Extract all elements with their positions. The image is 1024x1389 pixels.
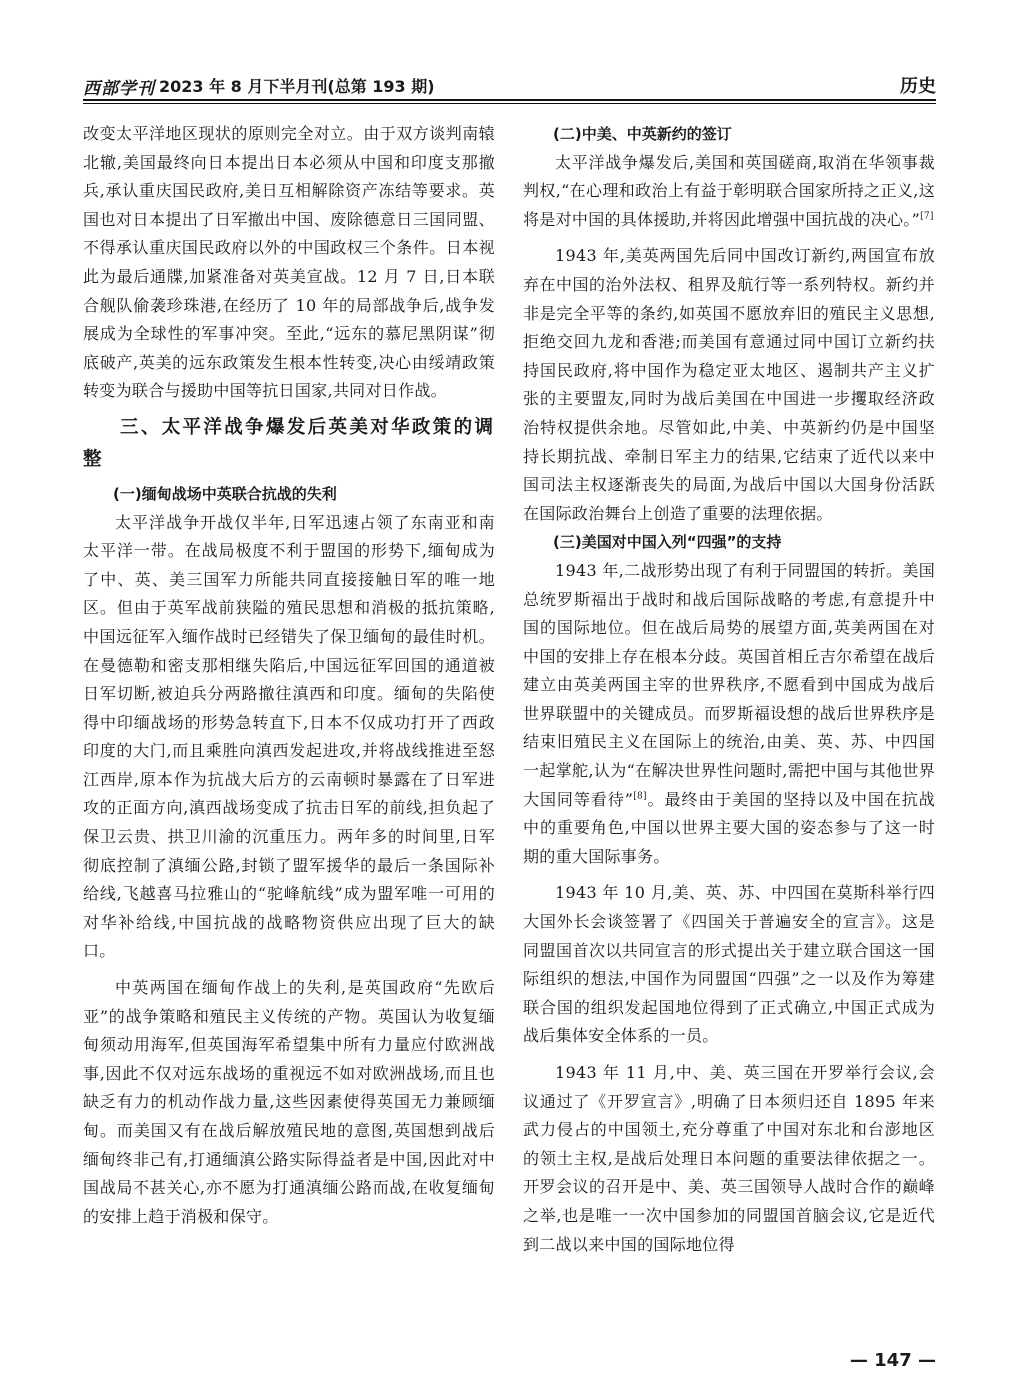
journal-logo: 西部学刊 xyxy=(83,79,155,99)
subsection-heading: (一)缅甸战场中英联合抗战的失利 xyxy=(113,484,337,503)
citation-ref: [8] xyxy=(633,791,647,802)
running-header xyxy=(83,70,936,100)
section-heading: 三、太平洋战争爆发后英美对华政策的调整 xyxy=(83,416,495,470)
right-column xyxy=(523,120,935,1259)
paragraph: 中英两国在缅甸作战上的失利,是英国政府“先欧后亚”的战争策略和殖民主义传统的产物。英国认为收复缅甸须动用海军,但英国海军希望集中所有力量应付欧洲战事,因此不仅对远东战场的重视远不如对欧洲战场,而且也缺乏有力的机动作战力量,这些因素使得英国无力兼顾缅甸。而美国又有在战后解放殖民地的意图,英国想到战后缅甸终非己有,打通缅滇公路实际得益者是中国,因此对中国战局不甚关心,亦不愿为打通滇缅公路而战,在收复缅甸的安排上趋于消极和保守。 xyxy=(83,978,495,1226)
paragraph: 太平洋战争开战仅半年,日军迅速占领了东南亚和南太平洋一带。在战局极度不利于盟国的形势下,缅甸成为了中、英、美三国军力所能共同直接接触日军的唯一地区。但由于英军战前狭隘的殖民思想和消极的抵抗策略,中国远征军入缅作战时已经错失了保卫缅甸的最佳时机。在曼德勒和密支那相继失陷后,中国远征军回国的通道被日军切断,被迫兵分两路撤往滇西和印度。缅甸的失陷使得中印缅战场的形势急转直下,日本不仅成功打开了西政印度的大门,而且乘胜向滇西发起进攻,并将战线推进至怒江西岸,原本作为抗战大后方的云南顿时暴露在了日军进攻的正面方向,滇西战场变成了抗击日军的前线,担负起了保卫云贵、拱卫川渝的沉重压力。两年多的时间里,日军彻底控制了滇缅公路,封锁了盟军援华的最后一条国际补给线,飞越喜马拉雅山的“驼峰航线”成为盟军唯一可用的对华补给线,中国抗战的战略物资供应出现了巨大的缺口。 xyxy=(83,512,495,961)
header-rule xyxy=(83,99,936,101)
paragraph xyxy=(523,149,935,235)
paragraph: 1943 年,美英两国先后同中国改订新约,两国宣布放弃在中国的治外法权、租界及航行等一系列特权。新约并非是完全平等的条约,如英国不愿放弃旧的殖民主义思想,拒绝交回九龙和香港;而美国有意通过同中国订立新约扶持国民政府,将中国作为稳定亚太地区、遏制共产主义扩张的主要盟友,同时为战后美国在中国进一步攫取经济政治特权提供余地。尽管如此,中美、中英新约仍是中国坚持长期抗战、牵制日军主力的结果,它结束了近代以来中国司法主权逐渐丧失的局面,为战后中国以大国身份活跃在国际政治舞台上创造了重要的法理依据。 xyxy=(523,246,935,523)
page-number: — 147 — xyxy=(849,1350,936,1371)
paragraph-text: 太平洋战争爆发后,美国和英国磋商,取消在华领事裁判权,“在心理和政治上有益于彰明联合国家所持之正义,这将是对中国的具体援助,并将因此增强中国抗战的决心。” xyxy=(523,152,935,229)
citation-ref: [7] xyxy=(920,211,934,222)
paragraph-text: 1943 年,二战形势出现了有利于同盟国的转折。美国总统罗斯福出于战时和战后国际战略的考虑,有意提升中国的国际地位。但在战后局势的展望方面,英美两国在对中国的安排上存在根本分歧。英国首相丘吉尔希望在战后建立由英美两国主宰的世界秩序,不愿看到中国成为战后世界联盟中的关键成员。而罗斯福设想的战后世界秩序是结束旧殖民主义在国际上的统治,由美、英、苏、中四国一起掌舵,认为“在解决世界性问题时,需把中国与其他世界大国同等看待” xyxy=(523,560,935,809)
section-name: 历史 xyxy=(900,76,936,97)
paragraph xyxy=(523,557,935,872)
paragraph: 1943 年 10 月,美、英、苏、中四国在莫斯科举行四大国外长会谈签署了《四国关于普遍安全的宣言》。这是同盟国首次以共同宣言的形式提出关于建立联合国这一国际组织的想法,中国作为同盟国“四强”之一以及作为筹建联合国的组织发起国地位得到了正式确立,中国正式成为战后集体安全体系的一员。 xyxy=(523,883,935,1046)
paragraph: 1943 年 11 月,中、美、英三国在开罗举行会议,会议通过了《开罗宣言》,明确了日本须归还自 1895 年来武力侵占的中国领土,充分尊重了中国对东北和台澎地区的领土主权,是战后处理日本问题的重要法律依据之一。开罗会议的召开是中、美、英三国领导人战时合作的巅峰之举,也是唯一一次中国参加的同盟国首脑会议,它是近代到二战以来中国的国际地位得 xyxy=(523,1063,935,1254)
header-rule-thin xyxy=(83,103,936,104)
subsection-heading: (三)美国对中国入列“四强”的支持 xyxy=(553,533,782,552)
issue-info: 2023 年 8 月下半月刊(总第 193 期) xyxy=(159,77,435,96)
paragraph-text: 。最终由于美国的坚持以及中国在抗战中的重要角色,中国以世界主要大国的姿态参与了这一时期的重大国际事务。 xyxy=(523,789,935,866)
paragraph: 改变太平洋地区现状的原则完全对立。由于双方谈判南辕北辙,美国最终向日本提出日本必须从中国和印度支那撤兵,承认重庆国民政府,美日互相解除资产冻结等要求。英国也对日本提出了日军撤出中国、废除德意日三国同盟、不得承认重庆国民政府以外的中国政权三个条件。日本视此为最后通牒,加紧准备对英美宣战。12 月 7 日,日本联合舰队偷袭珍珠港,在经历了 10 年的局部战争后,战争发展成为全球性的军事冲突。至此,“远东的慕尼黑阴谋”彻底破产,英美的远东政策发生根本性转变,决心由绥靖政策转变为联合与援助中国等抗日国家,共同对日作战。 xyxy=(83,124,495,401)
subsection-heading: (二)中美、中英新约的签订 xyxy=(553,125,732,143)
left-column xyxy=(83,120,495,1231)
